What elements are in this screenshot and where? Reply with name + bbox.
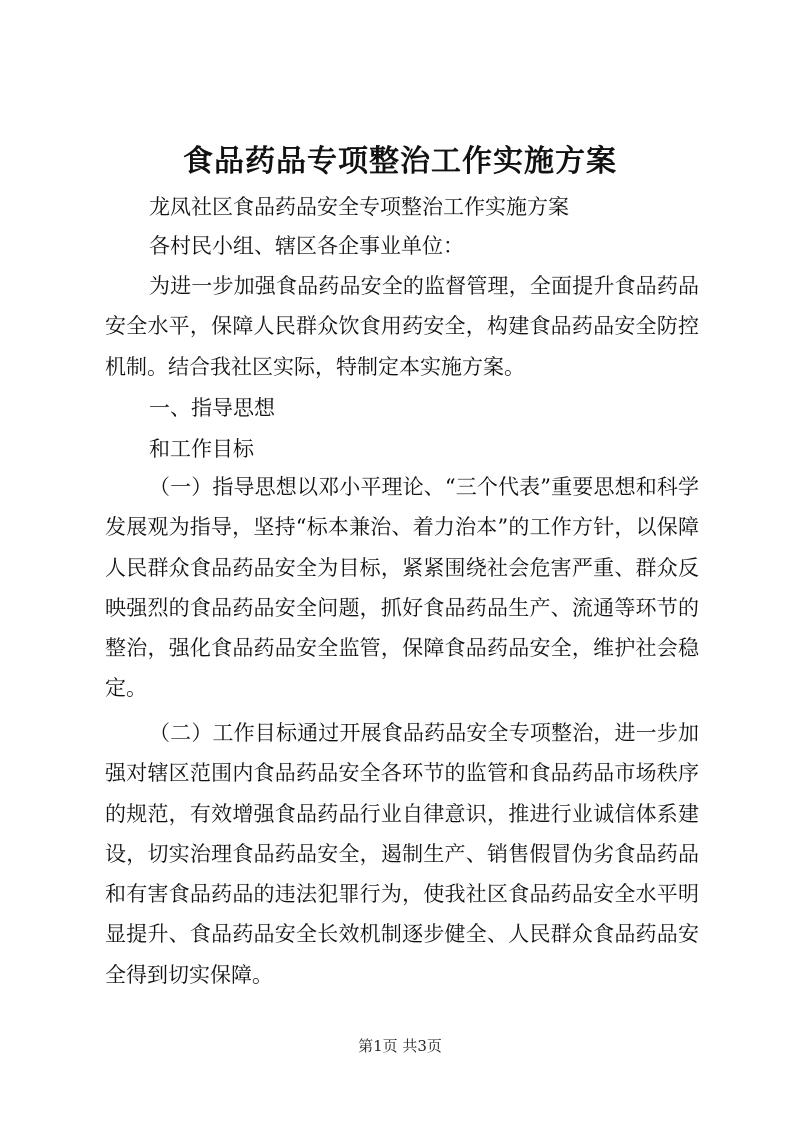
section-heading: 一、指导思想 [149,396,275,420]
salutation: 各村民小组、辖区各企事业单位： [149,234,464,258]
document-title: 食品药品专项整治工作实施方案 [183,144,617,179]
section-heading-continuation: 和工作目标 [149,437,254,461]
page-footer: 第1页 共3页 [358,1037,442,1055]
document-subtitle: 龙凤社区食品药品安全专项整治工作实施方案 [149,195,569,219]
work-goals-paragraph: （二）工作目标通过开展食品药品安全专项整治，进一步加强对辖区范围内食品药品安全各环节的监管和食品药品市场秩序的规范，有效增强食品药品行业自律意识，推进行业诚信体系建设，切实治理食品药品安全，遏制生产、销售假冒伪劣食品药品和有害食品药品的违法犯罪行为，使我社区食品药品安全水平明显提升、食品药品安全长效机制逐步健全、人民群众食品药品安全得到切实保障。 [105,721,699,987]
guiding-ideology-paragraph: （一）指导思想以邓小平理论、“三个代表”重要思想和科学发展观为指导，坚持“标本兼治、着力治本”的工作方针，以保障人民群众食品药品安全为目标，紧紧围绕社会危害严重、群众反映强烈的食品药品安全问题，抓好食品药品生产、流通等环节的整治，强化食品药品安全监管，保障食品药品安全，维护社会稳定。 [105,475,699,701]
intro-paragraph: 为进一步加强食品药品安全的监督管理，全面提升食品药品安全水平，保障人民群众饮食用药安全，构建食品药品安全防控机制。结合我社区实际，特制定本实施方案。 [105,274,699,379]
